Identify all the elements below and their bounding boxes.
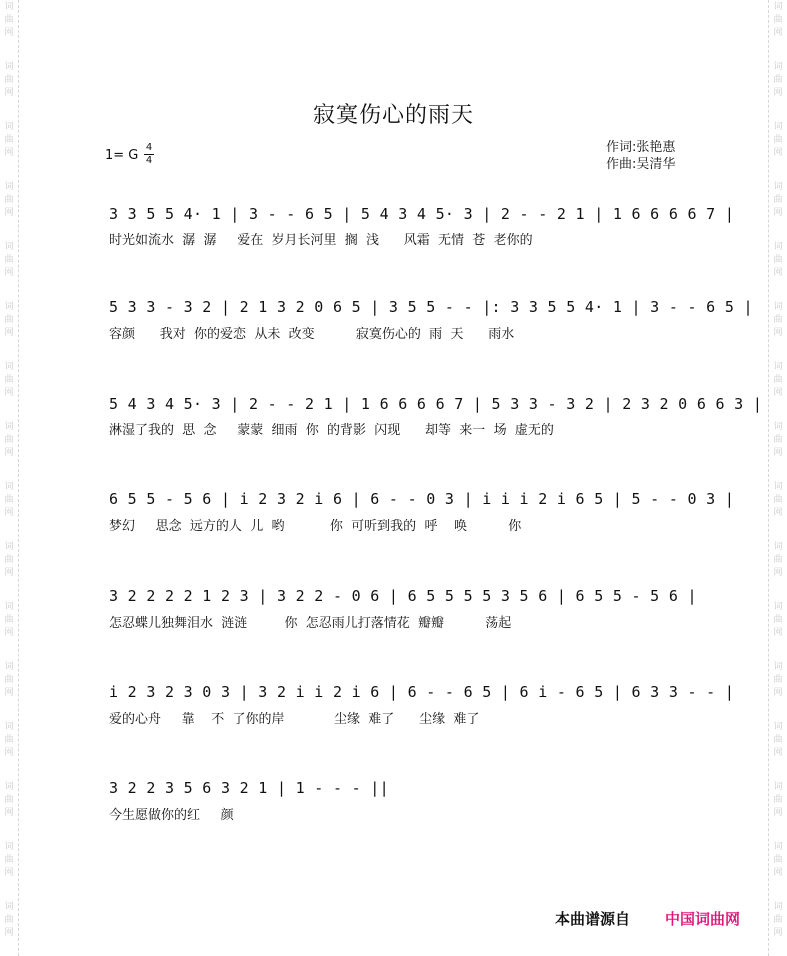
score-row-5-lyrics: 怎忍蝶儿独舞泪水 涟涟 你 怎忍雨儿打落情花 瓣瓣 荡起 [109, 616, 512, 631]
watermark-glyph: 词 [773, 542, 783, 552]
score-row-7-notes: 3 2 2 3 5 6 3 2 1 | 1 - - - || [109, 779, 389, 797]
watermark-glyph: 曲 [4, 255, 14, 265]
watermark-glyph: 词 [773, 122, 783, 132]
source-label: 本曲谱源自 [555, 910, 631, 928]
watermark-glyph: 网 [4, 868, 14, 878]
watermark-glyph: 网 [773, 88, 783, 98]
watermark-glyph: 词 [4, 302, 14, 312]
watermark-glyph: 词 [4, 362, 14, 372]
score-row-2-notes: 5 3 3 - 3 2 | 2 1 3 2 0 6 5 | 3 5 5 - - |: 3 3 5 5 4· 1 | 3 - - 6 5 | [109, 298, 753, 316]
watermark-glyph: 网 [773, 148, 783, 158]
watermark-glyph: 网 [4, 448, 14, 458]
watermark-glyph: 词 [4, 2, 14, 12]
watermark-glyph: 曲 [773, 315, 783, 325]
watermark-glyph: 曲 [773, 615, 783, 625]
composer-credit: 作曲:吴清华 [606, 157, 676, 172]
score-row-4-lyrics: 梦幻 思念 远方的人 儿 哟 你 可听到我的 呼 唤 你 [109, 519, 522, 534]
watermark-glyph: 词 [4, 422, 14, 432]
watermark-glyph: 词 [773, 182, 783, 192]
watermark-glyph: 词 [773, 902, 783, 912]
watermark-glyph: 曲 [4, 615, 14, 625]
watermark-glyph: 曲 [4, 315, 14, 325]
watermark-glyph: 曲 [4, 195, 14, 205]
watermark-glyph: 网 [4, 928, 14, 938]
watermark-glyph: 词 [4, 542, 14, 552]
watermark-glyph: 网 [773, 328, 783, 338]
watermark-glyph: 词 [4, 902, 14, 912]
watermark-glyph: 词 [773, 2, 783, 12]
watermark-glyph: 曲 [773, 915, 783, 925]
watermark-glyph: 词 [773, 302, 783, 312]
score-row-6-notes: i 2 3 2 3 0 3 | 3 2 i i 2 i 6 | 6 - - 6 5 | 6 i - 6 5 | 6 3 3 - - | [109, 683, 735, 701]
score-row-3-notes: 5 4 3 4 5· 3 | 2 - - 2 1 | 1 6 6 6 6 7 | 5 3 3 - 3 2 | 2 3 2 0 6 6 3 | [109, 395, 763, 413]
watermark-glyph: 网 [773, 448, 783, 458]
watermark-glyph: 词 [4, 122, 14, 132]
left-edge-line [18, 0, 19, 956]
watermark-glyph: 词 [4, 782, 14, 792]
watermark-right [769, 0, 787, 956]
watermark-glyph: 网 [773, 628, 783, 638]
watermark-glyph: 词 [773, 242, 783, 252]
watermark-glyph: 网 [4, 28, 14, 38]
score-row-6-lyrics: 爱的心舟 靠 不 了你的岸 尘缘 难了 尘缘 难了 [109, 712, 480, 727]
key-signature: 1= G [105, 148, 139, 163]
watermark-glyph: 曲 [4, 915, 14, 925]
right-edge-line [768, 0, 769, 956]
watermark-glyph: 网 [773, 868, 783, 878]
watermark-glyph: 词 [773, 422, 783, 432]
watermark-glyph: 词 [773, 62, 783, 72]
watermark-glyph: 曲 [4, 135, 14, 145]
watermark-glyph: 网 [773, 688, 783, 698]
watermark-glyph: 曲 [4, 735, 14, 745]
watermark-glyph: 网 [773, 388, 783, 398]
watermark-glyph: 网 [4, 688, 14, 698]
watermark-glyph: 曲 [773, 735, 783, 745]
watermark-glyph: 词 [773, 362, 783, 372]
watermark-glyph: 词 [773, 842, 783, 852]
watermark-glyph: 曲 [773, 195, 783, 205]
watermark-glyph: 曲 [4, 555, 14, 565]
watermark-glyph: 词 [4, 722, 14, 732]
score-row-1-notes: 3 3 5 5 4· 1 | 3 - - 6 5 | 5 4 3 4 5· 3 | 2 - - 2 1 | 1 6 6 6 6 7 | [109, 205, 735, 223]
watermark-glyph: 网 [773, 268, 783, 278]
watermark-glyph: 词 [4, 842, 14, 852]
watermark-glyph: 曲 [4, 15, 14, 25]
watermark-glyph: 网 [4, 88, 14, 98]
watermark-glyph: 网 [773, 928, 783, 938]
watermark-left [0, 0, 18, 956]
watermark-glyph: 词 [4, 662, 14, 672]
watermark-glyph: 网 [4, 808, 14, 818]
time-signature-bottom: 4 [145, 155, 153, 166]
watermark-glyph: 曲 [773, 435, 783, 445]
watermark-glyph: 网 [4, 508, 14, 518]
score-row-2-lyrics: 容颜 我对 你的爱恋 从未 改变 寂寞伤心的 雨 天 雨水 [109, 327, 515, 342]
watermark-glyph: 网 [4, 268, 14, 278]
watermark-glyph: 网 [4, 148, 14, 158]
watermark-glyph: 曲 [773, 675, 783, 685]
watermark-glyph: 网 [773, 28, 783, 38]
watermark-glyph: 曲 [773, 75, 783, 85]
time-signature-top: 4 [145, 142, 153, 153]
watermark-glyph: 词 [773, 602, 783, 612]
watermark-glyph: 曲 [773, 855, 783, 865]
watermark-glyph: 曲 [4, 375, 14, 385]
watermark-glyph: 词 [773, 482, 783, 492]
watermark-glyph: 网 [773, 508, 783, 518]
watermark-glyph: 曲 [4, 855, 14, 865]
watermark-glyph: 词 [4, 602, 14, 612]
watermark-glyph: 曲 [773, 135, 783, 145]
watermark-glyph: 曲 [773, 375, 783, 385]
score-row-5-notes: 3 2 2 2 2 1 2 3 | 3 2 2 - 0 6 | 6 5 5 5 5 3 5 6 | 6 5 5 - 5 6 | [109, 587, 697, 605]
watermark-glyph: 网 [4, 628, 14, 638]
watermark-glyph: 曲 [773, 15, 783, 25]
watermark-glyph: 曲 [4, 675, 14, 685]
watermark-glyph: 网 [773, 208, 783, 218]
watermark-glyph: 网 [4, 208, 14, 218]
watermark-glyph: 词 [773, 662, 783, 672]
watermark-glyph: 词 [4, 482, 14, 492]
watermark-glyph: 网 [4, 328, 14, 338]
lyricist-credit: 作词:张艳惠 [606, 140, 676, 155]
watermark-glyph: 曲 [4, 795, 14, 805]
score-row-4-notes: 6 5 5 - 5 6 | i 2 3 2 i 6 | 6 - - 0 3 | i i i 2 i 6 5 | 5 - - 0 3 | [109, 490, 735, 508]
watermark-glyph: 网 [773, 568, 783, 578]
watermark-glyph: 网 [4, 568, 14, 578]
watermark-glyph: 曲 [4, 435, 14, 445]
watermark-glyph: 曲 [4, 75, 14, 85]
watermark-glyph: 网 [773, 748, 783, 758]
score-row-7-lyrics: 今生愿做你的红 颜 [109, 808, 234, 823]
watermark-glyph: 曲 [773, 795, 783, 805]
watermark-glyph: 曲 [773, 555, 783, 565]
song-title: 寂寞伤心的雨天 [312, 103, 474, 128]
time-signature [144, 143, 154, 166]
watermark-glyph: 词 [4, 62, 14, 72]
score-row-1-lyrics: 时光如流水 潺 潺 爱在 岁月长河里 搁 浅 风霜 无情 苍 老你的 [109, 233, 533, 248]
watermark-glyph: 曲 [773, 495, 783, 505]
watermark-glyph: 网 [4, 748, 14, 758]
watermark-glyph: 网 [4, 388, 14, 398]
watermark-glyph: 网 [773, 808, 783, 818]
watermark-glyph: 词 [4, 242, 14, 252]
watermark-glyph: 词 [773, 722, 783, 732]
watermark-glyph: 词 [4, 182, 14, 192]
watermark-glyph: 曲 [773, 255, 783, 265]
source-site-link[interactable]: 中国词曲网 [665, 910, 741, 928]
score-row-3-lyrics: 淋湿了我的 思 念 蒙蒙 细雨 你 的背影 闪现 却等 来一 场 虚无的 [109, 423, 554, 438]
watermark-glyph: 词 [773, 782, 783, 792]
watermark-glyph: 曲 [4, 495, 14, 505]
